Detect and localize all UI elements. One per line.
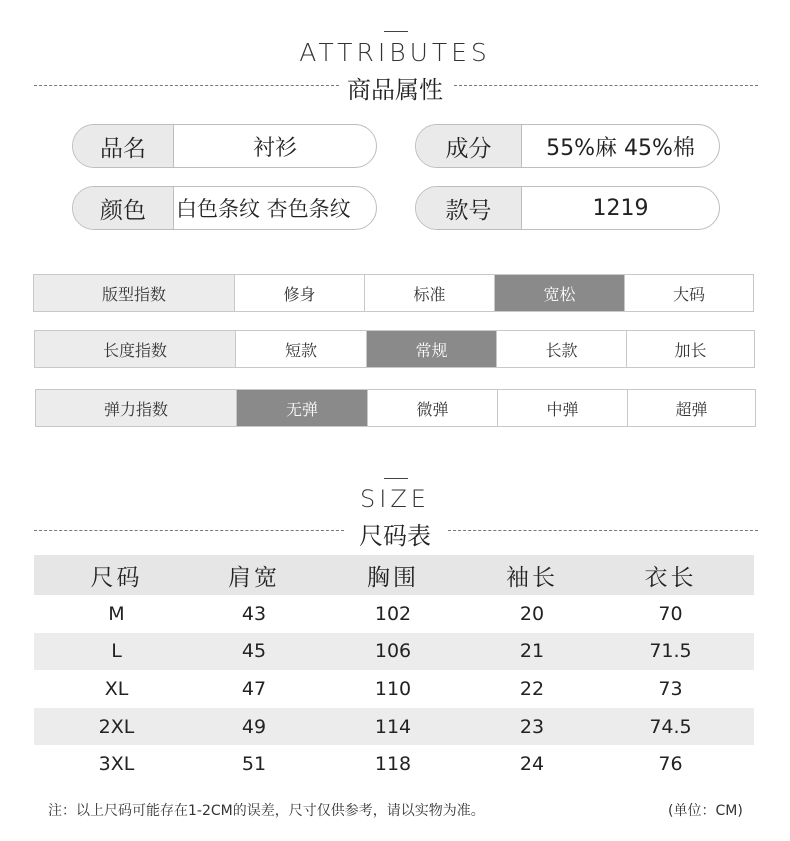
size-top-bar [384,478,408,479]
cell-chest: 114 [374,715,412,738]
attributes-title-cn: 商品属性 [347,76,443,104]
attribute-label: 品名 [73,125,174,167]
cell-length: 74.5 [649,715,692,738]
cell-sleeve: 20 [519,602,545,625]
size-title-en: SIZE [360,485,430,513]
cell-length: 73 [658,677,683,700]
cell-shoulder: 45 [241,640,267,663]
index-option: 超弹 [627,390,755,426]
index-label: 版型指数 [34,275,234,311]
index-option: 修身 [234,275,364,311]
cell-size: 3XL [98,753,135,776]
attribute-value: 55%麻 45%棉 [546,135,695,161]
cell-length: 70 [658,602,683,625]
header-cell-size: 尺码 [90,564,143,591]
attribute-pill-color [72,186,377,230]
header-cell-length: 衣长 [644,564,697,591]
cell-sleeve: 24 [519,753,545,776]
index-option-selected: 宽松 [494,275,624,311]
header-cell-sleeve: 袖长 [506,564,558,591]
cell-shoulder: 47 [241,677,267,700]
attribute-label: 成分 [416,125,522,167]
stretch-index-row [35,389,756,427]
measurement-note: 注：以上尺码可能存在1-2CM的误差，尺寸仅供参考，请以实物为准。 [48,803,485,819]
cell-sleeve: 21 [519,640,545,663]
attribute-pill-composition [415,124,720,168]
attribute-value: 衬衫 [252,135,297,161]
index-label: 弹力指数 [36,390,236,426]
cell-size: 2XL [98,715,135,738]
unit-note: (单位：CM) [668,803,743,819]
cell-size: L [111,640,122,663]
cell-size: XL [104,677,129,700]
table-row [34,708,754,746]
cell-chest: 102 [374,602,412,625]
index-option: 标准 [364,275,494,311]
cell-shoulder: 49 [241,715,267,738]
cell-sleeve: 22 [519,677,545,700]
attributes-title-en: ATTRIBUTES [299,38,491,67]
attribute-value: 白色条纹 杏色条纹 [176,197,351,221]
index-option-selected: 常规 [366,331,496,367]
cell-shoulder: 43 [241,602,267,625]
table-row [34,633,754,671]
cell-chest: 106 [374,640,412,663]
attribute-pill-name [72,124,377,168]
index-label: 长度指数 [35,331,235,367]
cell-chest: 118 [374,753,412,776]
attribute-value: 1219 [592,195,649,221]
index-option: 短款 [235,331,366,367]
size-table-header [34,555,754,595]
cell-size: M [108,602,125,625]
cell-sleeve: 23 [519,715,545,738]
attribute-label: 颜色 [73,187,174,229]
table-row [34,595,754,633]
cell-length: 71.5 [649,640,692,663]
table-row [34,745,754,783]
index-option-selected: 无弹 [236,390,367,426]
attribute-pill-style-no [415,186,720,230]
index-option: 长款 [496,331,626,367]
attributes-top-bar [384,31,408,32]
length-index-row [34,330,755,368]
size-table [34,555,754,783]
header-cell-shoulder: 肩宽 [228,564,280,591]
index-option: 中弹 [497,390,627,426]
attribute-label: 款号 [416,187,522,229]
index-option: 加长 [626,331,754,367]
table-row [34,670,754,708]
fit-index-row [33,274,754,312]
header-cell-chest: 胸围 [367,564,419,591]
index-option: 大码 [624,275,753,311]
cell-length: 76 [658,753,683,776]
cell-chest: 110 [374,677,412,700]
cell-shoulder: 51 [241,753,267,776]
index-option: 微弹 [367,390,497,426]
size-title-cn: 尺码表 [359,522,431,550]
